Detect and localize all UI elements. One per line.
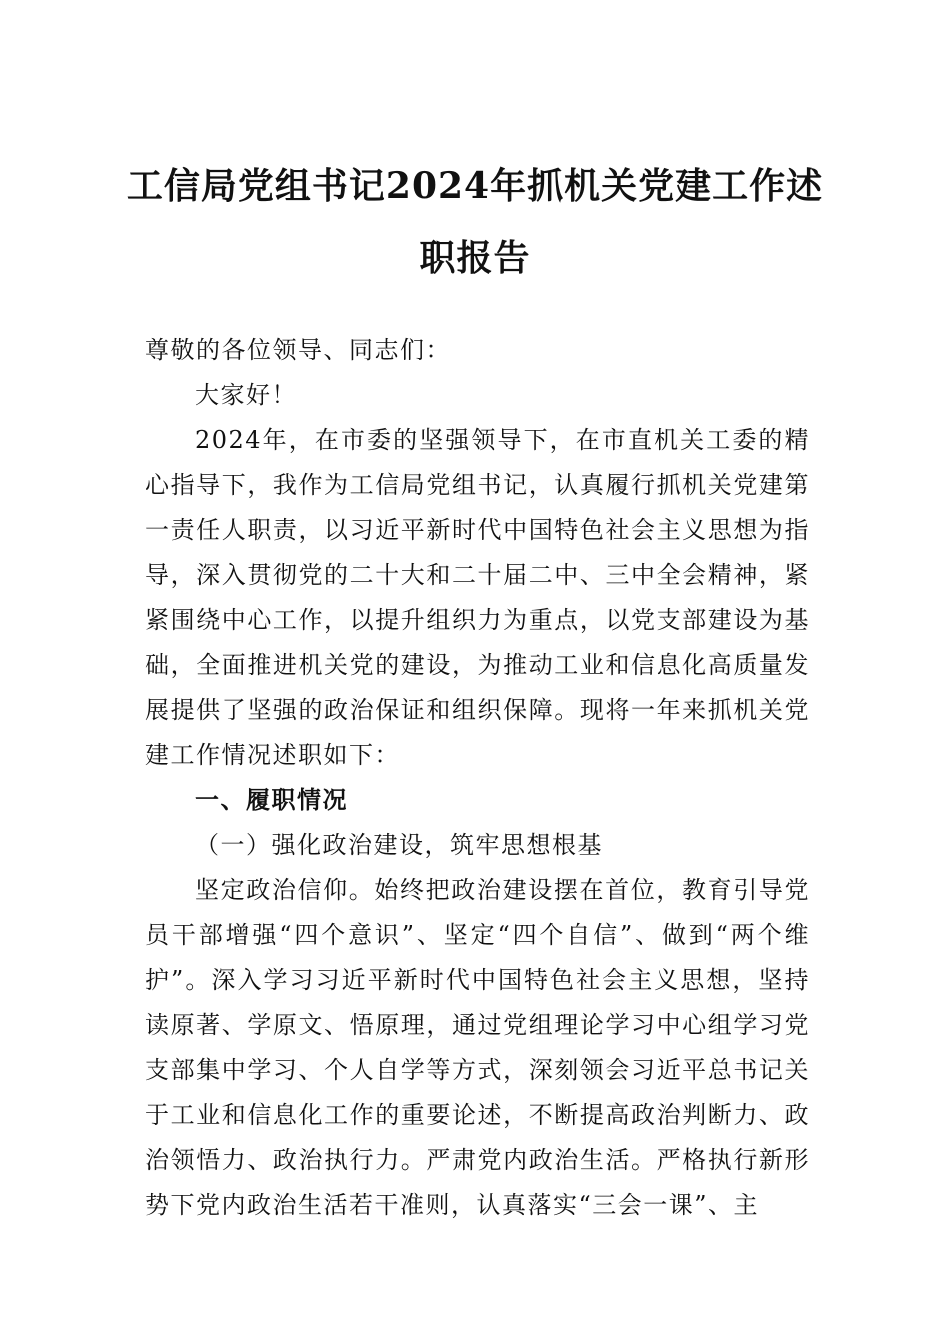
title-line-2: 职报告	[419, 237, 531, 279]
salutation: 尊敬的各位领导、同志们：	[145, 336, 451, 364]
section-heading: 一、履职情况	[195, 786, 348, 814]
document-title	[100, 150, 850, 294]
subsection-heading: （一）强化政治建设，筑牢思想根基	[195, 831, 603, 859]
title-line-1: 工信局党组书记2024年抓机关党建工作述	[126, 165, 824, 207]
subsection-paragraph: 坚定政治信仰。始终把政治建设摆在首位，教育引导党员干部增强“四个意识”、坚定“四个自信”、做到“两个维护”。深入学习习近平新时代中国特色社会主义思想，坚持读原著、学原文、悟原理，通过党组理论学习中心组学习党支部集中学习、个人自学等方式，深刻领会习近平总书记关于工业和信息化工作的重要论述，不断提高政治判断力、政治领悟力、政治执行力。严肃党内政治生活。严格执行新形势下党内政治生活若干准则，认真落实“三会一课”、主	[145, 876, 810, 1219]
greeting: 大家好！	[195, 381, 297, 409]
document-body	[145, 328, 810, 1228]
intro-paragraph: 2024年，在市委的坚强领导下，在市直机关工委的精心指导下，我作为工信局党组书记，认真履行抓机关党建第一责任人职责，以习近平新时代中国特色社会主义思想为指导，深入贯彻党的二十大和二十届二中、三中全会精神，紧紧围绕中心工作，以提升组织力为重点，以党支部建设为基础，全面推进机关党的建设，为推动工业和信息化高质量发展提供了坚强的政治保证和组织保障。现将一年来抓机关党建工作情况述职如下：	[145, 426, 810, 769]
